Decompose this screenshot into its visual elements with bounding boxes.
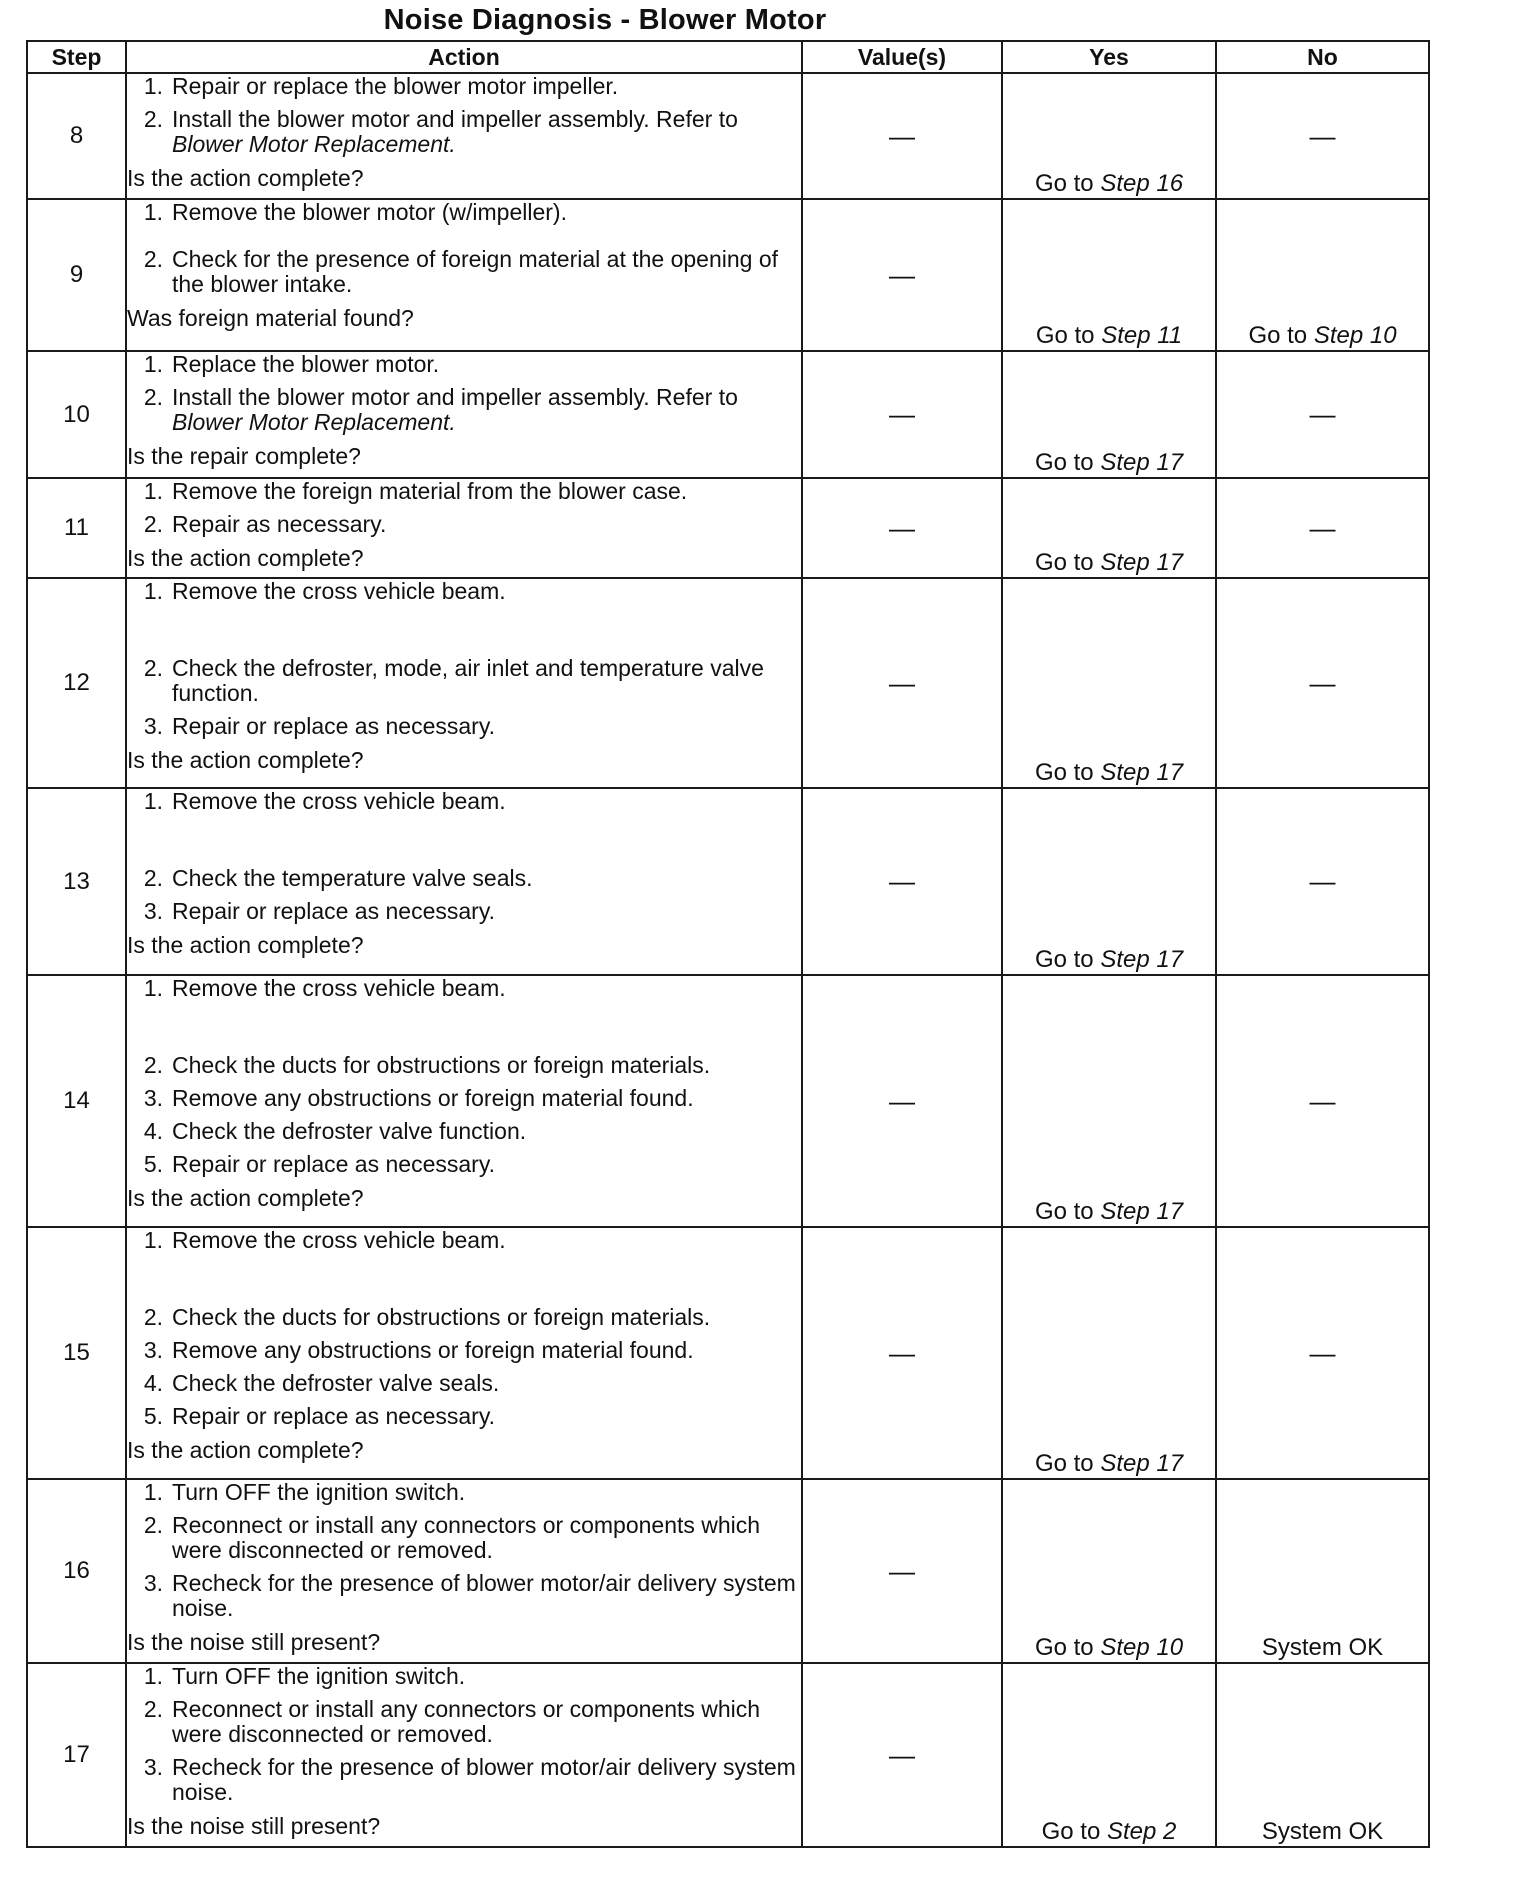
table-row (27, 478, 1429, 578)
value-cell: — (802, 73, 1002, 199)
action-item-number: 1. (143, 578, 163, 604)
action-item-number: 5. (143, 1151, 163, 1177)
action-item-text: Check the ducts for obstructions or foreign materials. (172, 1052, 711, 1078)
no-cell: — (1216, 73, 1429, 199)
action-item (127, 1119, 801, 1144)
action-cell (126, 351, 802, 478)
diagnosis-table (26, 40, 1430, 1848)
header-value: Value(s) (802, 41, 1002, 73)
action-list (127, 1480, 801, 1621)
action-item (127, 479, 801, 504)
action-item (127, 74, 801, 99)
step-number-cell: 17 (27, 1663, 126, 1847)
action-list (127, 200, 801, 297)
action-item (127, 107, 801, 157)
step-number-cell: 13 (27, 788, 126, 975)
action-cell (126, 1227, 802, 1479)
action-item-text: Remove the foreign material from the blower case. (172, 478, 688, 504)
action-item (127, 1404, 801, 1429)
table-row (27, 975, 1429, 1227)
reference-link: Blower Motor Replacement. (172, 409, 456, 435)
table-body (27, 73, 1429, 1847)
action-item-text: Check the defroster valve seals. (172, 1370, 500, 1396)
action-item-text: Install the blower motor and impeller assembly. Refer to Blower Motor Replacement. (172, 106, 738, 157)
action-item-number: 2. (143, 106, 163, 132)
yes-cell (1002, 788, 1216, 975)
action-item-number: 2. (143, 1512, 163, 1538)
action-item-text: Remove the blower motor (w/impeller). (172, 199, 567, 225)
yes-cell (1002, 73, 1216, 199)
action-item-number: 2. (143, 384, 163, 410)
action-item-number: 1. (143, 788, 163, 814)
no-cell: — (1216, 351, 1429, 478)
action-item (127, 1152, 801, 1177)
action-item-number: 1. (143, 478, 163, 504)
action-item (127, 512, 801, 537)
yes-goto: Go to Step 2 (1041, 1818, 1177, 1845)
action-item-number: 3. (143, 713, 163, 739)
action-item-text: Check the defroster, mode, air inlet and temperature valve function. (172, 655, 764, 706)
action-item (127, 1228, 801, 1253)
value-cell: — (802, 788, 1002, 975)
action-item-number: 4. (143, 1370, 163, 1396)
action-item (127, 656, 801, 706)
action-item (127, 1755, 801, 1805)
action-item (127, 579, 801, 604)
action-item-text: Check for the presence of foreign material at the opening of the blower intake. (172, 246, 779, 297)
action-cell (126, 478, 802, 578)
action-question: Was foreign material found? (127, 305, 414, 331)
yes-goto: Go to Step 10 (1034, 1634, 1184, 1661)
no-cell: — (1216, 788, 1429, 975)
yes-cell (1002, 1663, 1216, 1847)
action-item (127, 1371, 801, 1396)
step-number-cell: 14 (27, 975, 126, 1227)
action-list (127, 789, 801, 924)
action-item-number: 3. (143, 1085, 163, 1111)
value-cell: — (802, 1227, 1002, 1479)
action-item-number: 1. (143, 199, 163, 225)
header-no: No (1216, 41, 1429, 73)
action-item-text: Remove the cross vehicle beam. (172, 788, 506, 814)
value-cell: — (802, 578, 1002, 788)
action-list (127, 1664, 801, 1805)
action-item-number: 1. (143, 1479, 163, 1505)
action-list (127, 976, 801, 1177)
page-title: Noise Diagnosis - Blower Motor (383, 4, 827, 36)
value-cell: — (802, 478, 1002, 578)
action-question: Is the action complete? (127, 1185, 364, 1211)
action-item-text: Repair or replace as necessary. (172, 713, 495, 739)
yes-cell (1002, 1479, 1216, 1663)
yes-goto: Go to Step 16 (1034, 170, 1184, 197)
yes-cell (1002, 975, 1216, 1227)
action-item (127, 247, 801, 297)
action-item (127, 200, 801, 225)
action-item (127, 352, 801, 377)
yes-goto: Go to Step 17 (1034, 1450, 1184, 1477)
action-item-number: 3. (143, 1754, 163, 1780)
yes-cell (1002, 478, 1216, 578)
yes-goto-step: Step 10 (1100, 1634, 1184, 1661)
action-item-number: 3. (143, 1570, 163, 1596)
table-row (27, 1227, 1429, 1479)
action-question: Is the noise still present? (127, 1629, 381, 1655)
action-item-text: Repair or replace as necessary. (172, 898, 495, 924)
action-item (127, 899, 801, 924)
value-cell: — (802, 351, 1002, 478)
action-item-text: Remove the cross vehicle beam. (172, 1227, 506, 1253)
action-item-text: Remove the cross vehicle beam. (172, 975, 506, 1001)
action-item (127, 1053, 801, 1078)
no-cell: System OK (1216, 1663, 1429, 1847)
action-item-text: Repair or replace the blower motor impeller. (172, 73, 619, 99)
step-number-cell: 8 (27, 73, 126, 199)
action-item (127, 1513, 801, 1563)
action-item (127, 1480, 801, 1505)
action-cell (126, 1663, 802, 1847)
action-question: Is the action complete? (127, 545, 364, 571)
action-item-text: Remove any obstructions or foreign material found. (172, 1085, 694, 1111)
action-item-number: 2. (143, 1052, 163, 1078)
action-item-number: 1. (143, 73, 163, 99)
header-row (27, 41, 1429, 73)
action-cell (126, 788, 802, 975)
action-item (127, 1338, 801, 1363)
action-question: Is the repair complete? (127, 443, 361, 469)
yes-goto: Go to Step 17 (1034, 759, 1184, 786)
action-item (127, 1571, 801, 1621)
action-cell (126, 73, 802, 199)
yes-cell (1002, 199, 1216, 351)
value-cell: — (802, 1663, 1002, 1847)
action-item-number: 2. (143, 511, 163, 537)
action-item-text: Recheck for the presence of blower motor/air delivery system noise. (172, 1754, 796, 1805)
yes-goto-step: Step 17 (1100, 1450, 1184, 1477)
action-item (127, 385, 801, 435)
value-cell: — (802, 199, 1002, 351)
no-goto-step: Step 10 (1313, 322, 1397, 349)
action-item-number: 2. (143, 655, 163, 681)
action-cell (126, 975, 802, 1227)
action-item-text: Replace the blower motor. (172, 351, 440, 377)
no-cell (1216, 199, 1429, 351)
action-item-number: 1. (143, 975, 163, 1001)
action-item-text: Turn OFF the ignition switch. (172, 1663, 466, 1689)
header-step: Step (27, 41, 126, 73)
no-cell: — (1216, 478, 1429, 578)
header-yes: Yes (1002, 41, 1216, 73)
action-item (127, 789, 801, 814)
action-item-number: 3. (143, 1337, 163, 1363)
action-list (127, 352, 801, 435)
yes-goto-step: Step 17 (1100, 549, 1184, 576)
reference-link: Blower Motor Replacement. (172, 131, 456, 157)
table-row (27, 788, 1429, 975)
action-item-text: Check the temperature valve seals. (172, 865, 533, 891)
yes-goto: Go to Step 17 (1034, 946, 1184, 973)
action-question: Is the action complete? (127, 932, 364, 958)
step-number-cell: 10 (27, 351, 126, 478)
yes-goto: Go to Step 17 (1034, 1198, 1184, 1225)
yes-goto: Go to Step 11 (1035, 322, 1183, 349)
yes-goto-step: Step 17 (1100, 449, 1184, 476)
step-number-cell: 9 (27, 199, 126, 351)
yes-goto-step: Step 17 (1100, 759, 1184, 786)
action-item-text: Remove any obstructions or foreign material found. (172, 1337, 694, 1363)
action-item-number: 2. (143, 1304, 163, 1330)
action-item-text: Remove the cross vehicle beam. (172, 578, 506, 604)
yes-cell (1002, 351, 1216, 478)
action-list (127, 579, 801, 739)
no-cell: — (1216, 578, 1429, 788)
action-item-text: Recheck for the presence of blower motor/air delivery system noise. (172, 1570, 796, 1621)
yes-goto: Go to Step 17 (1034, 549, 1184, 576)
table-row (27, 199, 1429, 351)
yes-goto-step: Step 11 (1101, 322, 1183, 349)
action-list (127, 74, 801, 157)
table-row (27, 1663, 1429, 1847)
action-list (127, 1228, 801, 1429)
action-item-number: 2. (143, 1696, 163, 1722)
value-cell: — (802, 975, 1002, 1227)
action-question: Is the action complete? (127, 747, 364, 773)
step-number-cell: 15 (27, 1227, 126, 1479)
table-row (27, 351, 1429, 478)
yes-cell (1002, 1227, 1216, 1479)
yes-goto: Go to Step 17 (1034, 449, 1184, 476)
no-cell: — (1216, 975, 1429, 1227)
action-item (127, 1305, 801, 1330)
action-cell (126, 1479, 802, 1663)
action-item-number: 4. (143, 1118, 163, 1144)
yes-goto-step: Step 2 (1106, 1818, 1177, 1845)
action-item-number: 1. (143, 1227, 163, 1253)
header-action: Action (126, 41, 802, 73)
yes-goto-step: Step 16 (1100, 170, 1184, 197)
action-cell (126, 578, 802, 788)
action-item (127, 1697, 801, 1747)
action-item-text: Repair or replace as necessary. (172, 1151, 495, 1177)
yes-cell (1002, 578, 1216, 788)
action-item-number: 3. (143, 898, 163, 924)
action-item (127, 866, 801, 891)
no-cell: — (1216, 1227, 1429, 1479)
action-item-number: 1. (143, 1663, 163, 1689)
action-item-text: Reconnect or install any connectors or components which were disconnected or removed. (172, 1696, 761, 1747)
table-row (27, 73, 1429, 199)
action-item-text: Check the defroster valve function. (172, 1118, 527, 1144)
action-item-number: 2. (143, 246, 163, 272)
action-item-number: 1. (143, 351, 163, 377)
action-item-text: Turn OFF the ignition switch. (172, 1479, 466, 1505)
action-question: Is the action complete? (127, 165, 364, 191)
value-cell: — (802, 1479, 1002, 1663)
action-item (127, 976, 801, 1001)
action-list (127, 479, 801, 537)
action-item (127, 1664, 801, 1689)
no-goto: Go to Step 10 (1248, 322, 1397, 349)
action-item-number: 2. (143, 865, 163, 891)
action-item-text: Reconnect or install any connectors or components which were disconnected or removed. (172, 1512, 761, 1563)
action-question: Is the noise still present? (127, 1813, 381, 1839)
yes-goto-step: Step 17 (1100, 1198, 1184, 1225)
action-item-number: 5. (143, 1403, 163, 1429)
action-item (127, 1086, 801, 1111)
table-row (27, 1479, 1429, 1663)
step-number-cell: 11 (27, 478, 126, 578)
action-item-text: Install the blower motor and impeller assembly. Refer to Blower Motor Replacement. (172, 384, 738, 435)
action-cell (126, 199, 802, 351)
no-cell: System OK (1216, 1479, 1429, 1663)
action-item-text: Repair or replace as necessary. (172, 1403, 495, 1429)
action-question: Is the action complete? (127, 1437, 364, 1463)
action-item (127, 714, 801, 739)
action-item-text: Check the ducts for obstructions or foreign materials. (172, 1304, 711, 1330)
step-number-cell: 12 (27, 578, 126, 788)
step-number-cell: 16 (27, 1479, 126, 1663)
action-item-text: Repair as necessary. (172, 511, 387, 537)
yes-goto-step: Step 17 (1100, 946, 1184, 973)
table-row (27, 578, 1429, 788)
